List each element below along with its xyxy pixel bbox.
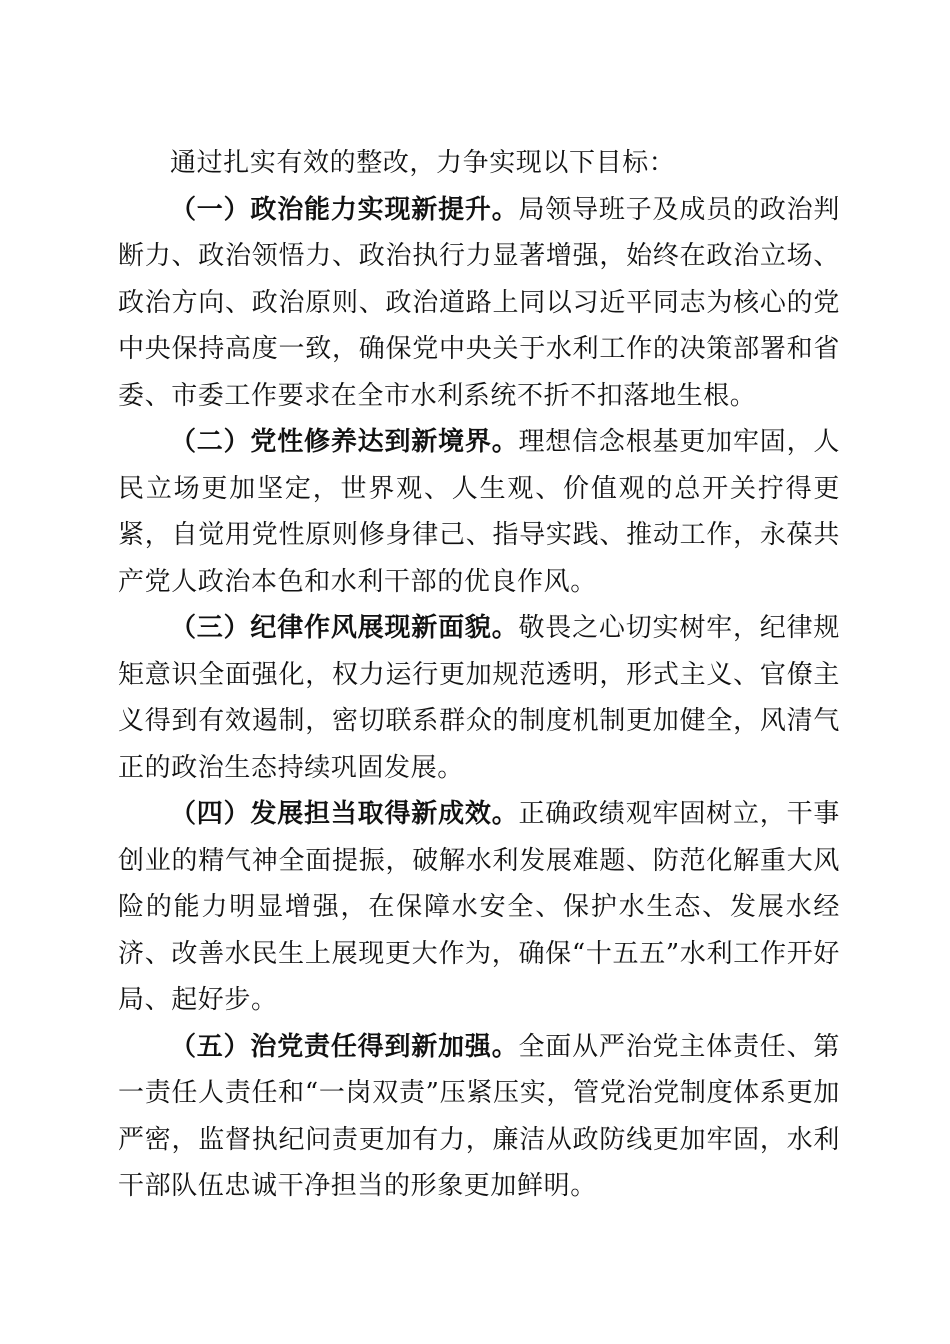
goal-body-2: 理想信念根基更加牢固，人民立场更加坚定，世界观、人生观、价值观的总开关拧得更紧，自觉用党性原则修身律己、指导实践、推动工作，永葆共产党人政治本色和水利干部的优良作风。	[118, 427, 840, 597]
goal-body-1: 局领导班子及成员的政治判断力、政治领悟力、政治执行力显著增强，始终在政治立场、政治方向、政治原则、政治道路上同以习近平同志为核心的党中央保持高度一致，确保党中央关于水利工作的决策部署和省委、市委工作要求在全市水利系统不折不扣落地生根。	[118, 194, 840, 411]
goal-body-4: 正确政绩观牢固树立，干事创业的精气神全面提振，破解水利发展难题、防范化解重大风险的能力明显增强，在保障水安全、保护水生态、发展水经济、改善水民生上展现更大作为，确保“十五五”水利工作开好局、起好步。	[118, 799, 840, 1015]
goal-paragraph-2	[118, 419, 840, 605]
goal-body-5: 全面从严治党主体责任、第一责任人责任和“一岗双责”压紧压实，管党治党制度体系更加严密，监督执纪问责更加有力，廉洁从政防线更加牢固，水利干部队伍忠诚干净担当的形象更加鲜明。	[118, 1031, 840, 1201]
goal-paragraph-5	[118, 1024, 840, 1210]
goal-body-3: 敬畏之心切实树牢，纪律规矩意识全面强化，权力运行更加规范透明，形式主义、官僚主义得到有效遏制，密切联系群众的制度机制更加健全，风清气正的政治生态持续巩固发展。	[118, 613, 840, 783]
goal-paragraph-1	[118, 187, 840, 420]
goal-paragraph-3	[118, 605, 840, 791]
goal-heading-2: （二）党性修养达到新境界。	[170, 427, 519, 457]
document-body	[118, 140, 840, 1210]
goal-heading-4: （四）发展担当取得新成效。	[170, 799, 519, 829]
goal-heading-5: （五）治党责任得到新加强。	[170, 1031, 519, 1062]
intro-paragraph: 通过扎实有效的整改，力争实现以下目标：	[170, 148, 676, 178]
goal-heading-1: （一）政治能力实现新提升。	[170, 194, 519, 225]
goal-paragraph-4	[118, 791, 840, 1024]
goal-heading-3: （三）纪律作风展现新面貌。	[170, 613, 519, 643]
